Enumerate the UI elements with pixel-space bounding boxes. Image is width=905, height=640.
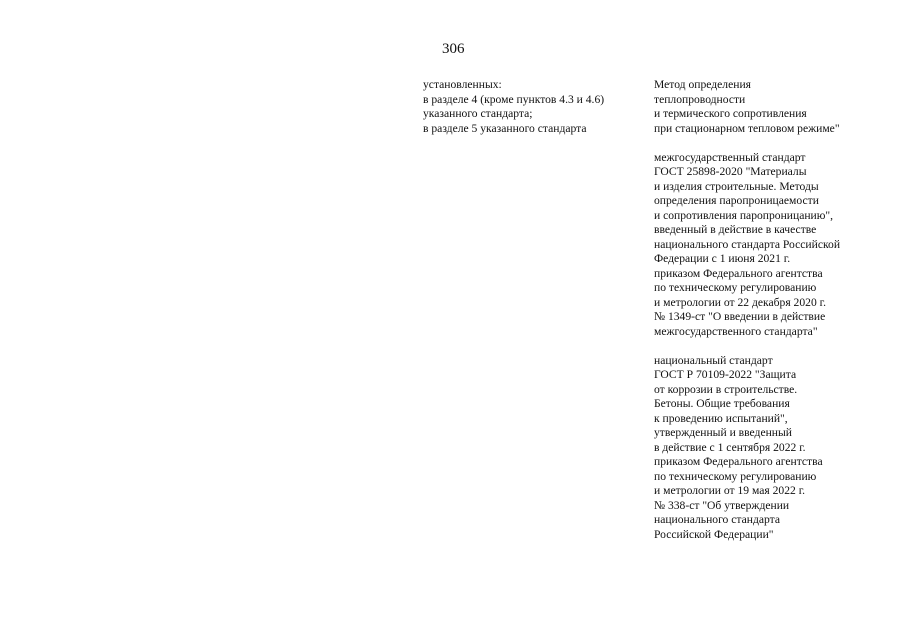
right-line: определения паропроницаемости (654, 194, 819, 207)
right-line: Федерации с 1 июня 2021 г. (654, 252, 791, 265)
right-line: межгосударственный стандарт (654, 150, 806, 164)
right-line: и термического сопротивления (654, 107, 807, 120)
right-line: приказом Федерального агентства (654, 266, 823, 280)
right-line: в действие с 1 сентября 2022 г. (654, 440, 806, 454)
right-line: национальный стандарт (654, 353, 773, 367)
left-column (423, 78, 604, 136)
right-line: национального стандарта Российской (654, 237, 841, 251)
left-line: установленных: (423, 78, 502, 91)
right-line: ГОСТ 25898-2020 "Материалы (654, 165, 807, 178)
right-line: и изделия строительные. Методы (654, 179, 819, 193)
right-column (654, 78, 840, 542)
right-line: к проведению испытаний", (654, 411, 788, 425)
left-line: в разделе 4 (кроме пунктов 4.3 и 4.6) (423, 92, 605, 106)
right-line: приказом Федерального агентства (654, 455, 823, 468)
right-line: Бетоны. Общие требования (654, 397, 790, 410)
right-line: Метод определения (654, 78, 751, 91)
right-line: ГОСТ Р 70109-2022 "Защита (654, 368, 797, 381)
right-line: теплопроводности (654, 92, 746, 106)
right-line: по техническому регулированию (654, 281, 817, 294)
right-line: введенный в действие в качестве (654, 223, 817, 236)
gost-25898-block (654, 151, 840, 340)
right-line: Российской Федерации" (654, 527, 774, 541)
method-title-block (654, 78, 840, 136)
page-number: 306 (442, 41, 465, 57)
right-line: и сопротивления паропроницанию", (654, 208, 834, 222)
left-line: в разделе 5 указанного стандарта (423, 121, 587, 135)
right-line: национального стандарта (654, 513, 780, 526)
right-line: и метрологии от 22 декабря 2020 г. (654, 295, 826, 309)
right-line: межгосударственного стандарта" (654, 324, 818, 338)
right-line: при стационарном тепловом режиме" (654, 121, 840, 135)
right-line: по техническому регулированию (654, 469, 817, 483)
right-line: № 338-ст "Об утверждении (654, 498, 790, 512)
right-line: от коррозии в строительстве. (654, 382, 798, 396)
gost-r-70109-block (654, 354, 840, 543)
right-line: № 1349-ст "О введении в действие (654, 310, 826, 323)
left-line: указанного стандарта; (423, 107, 533, 120)
right-line: и метрологии от 19 мая 2022 г. (654, 484, 806, 497)
right-line: утвержденный и введенный (654, 426, 792, 439)
